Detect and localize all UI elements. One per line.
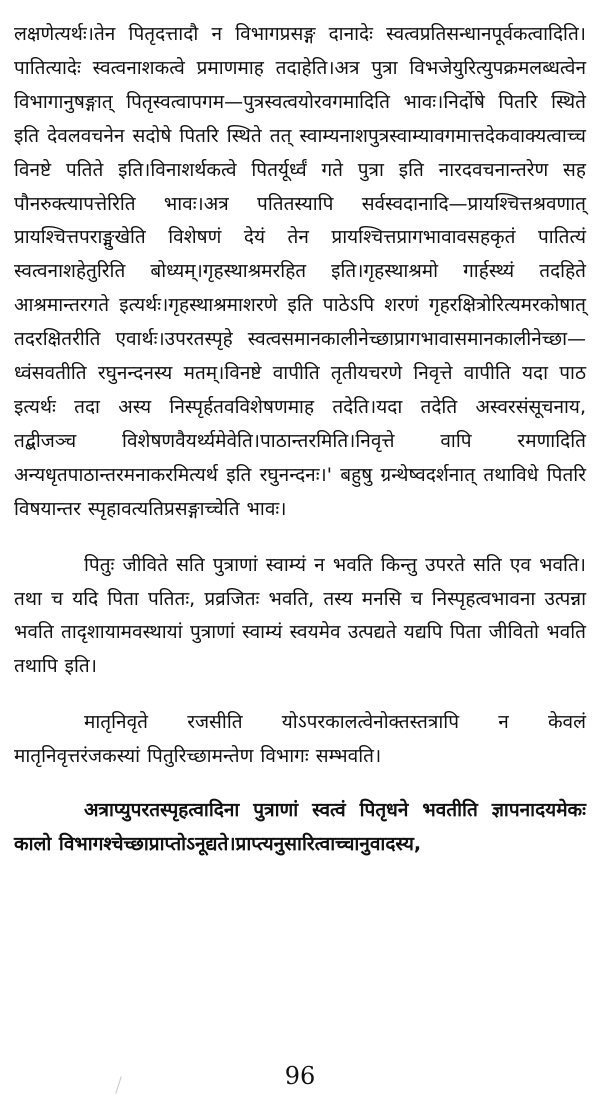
paragraph-4-bold: अत्राप्युपरतस्पृहत्वादिना पुत्राणां स्वत्वं पितृधने भवतीति ज्ञापनादयमेकः कालो विभागश्चेच्छाप्राप्तोऽनूद्यते।प्राप्त्यनुसारित्वाच्चानुवादस्य, [14, 799, 586, 855]
paragraph-1: लक्षणेत्यर्थः।तेन पितृदत्तादौ न विभागप्रसङ्ग दानादेः स्वत्वप्रतिसन्धानपूर्वकत्वादिति।पातित्यादेः स्वत्वनाशकत्वे प्रमाणमाह तदाहेति।अत्र पुत्रा विभजेयुरित्युपक्रमलब्धत्वेन विभागानुषङ्गात् पितृस्वत्वापगम—पुत्रस्वत्वयोरवगमादिति भावः।निर्दोषे पितरि स्थिते इति देवलवचनेन सदोषे पितरि स्थिते तत् स्वाम्यनाशपुत्रस्वाम्यावगमात्तदेकवाक्यत्वाच्च विनष्टे पतिते इति।विनाशर्थकत्वे पितर्यूर्ध्वं गते पुत्रा इति नारदवचनान्तरेण सह पौनरुक्त्यापत्तेरिति भावः।अत्र पतितस्यापि सर्वस्वदानादि—प्रायश्चित्तश्रवणात् प्रायश्चित्तपराङ्मुखेति विशेषणं देयं तेन प्रायश्चित्तप्रागभावावसहकृतं पातित्यं स्वत्वनाशहेतुरिति बोध्यम्।गृहस्थाश्रमरहित इति।गृहस्थाश्रमो गार्हस्थ्यं तदहिते आश्रमान्तरगते इत्यर्थः।गृहस्थाश्रमाशरणे इति पाठेऽपि शरणं गृहरक्षित्रोरित्यमरकोषात् तदरक्षितरीति एवार्थः।उपरतस्पृहे स्वत्वसमानकालीनेच्छाप्रागभावासमानकालीनेच्छा—ध्वंसवतीति रघुनन्दनस्य मतम्।विनष्टे वापीति तृतीयचरणे निवृत्ते वापीति यदा पाठ इत्यर्थः तदा अस्य निस्पृर्हतवविशेषणमाह तदेति।यदा तदेति अस्वरसंसूचनाय, तद्बीजञ्च विशेषणवैयर्थ्यमेवेति।पाठान्तरमिति।निवृत्ते वापि रमणादिति अन्यधृतपाठान्तरमनाकरमित्यर्थ इति रघुनन्दनः।' बहुषु ग्रन्थेष्वदर्शनात् तथाविधे पितरि विषयान्तर स्पृहावत्यतिप्रसङ्गाच्चेति भावः। [14, 23, 586, 520]
paragraph-2: पितुः जीविते सति पुत्राणां स्वाम्यं न भवति किन्तु उपरते सति एव भवति।तथा च यदि पिता पतितः, प्रव्रजितः भवति, तस्य मनसि च निस्पृहत्वभावना उत्पन्ना भवति तादृशायामवस्थायां पुत्राणां स्वाम्यं स्वयमेव उत्पद्यते यद्यपि पिता जीवितो भवति तथापि इति। [14, 553, 586, 678]
page-number: 96 [284, 1062, 316, 1090]
paragraph-3: मातृनिवृते रजसीति योऽपरकालत्वेनोक्तस्तत्रापि न केवलं मातृनिवृत्तरंजकस्यां पितुरिच्छामन्तेण विभागः सम्भवति। [14, 711, 586, 768]
